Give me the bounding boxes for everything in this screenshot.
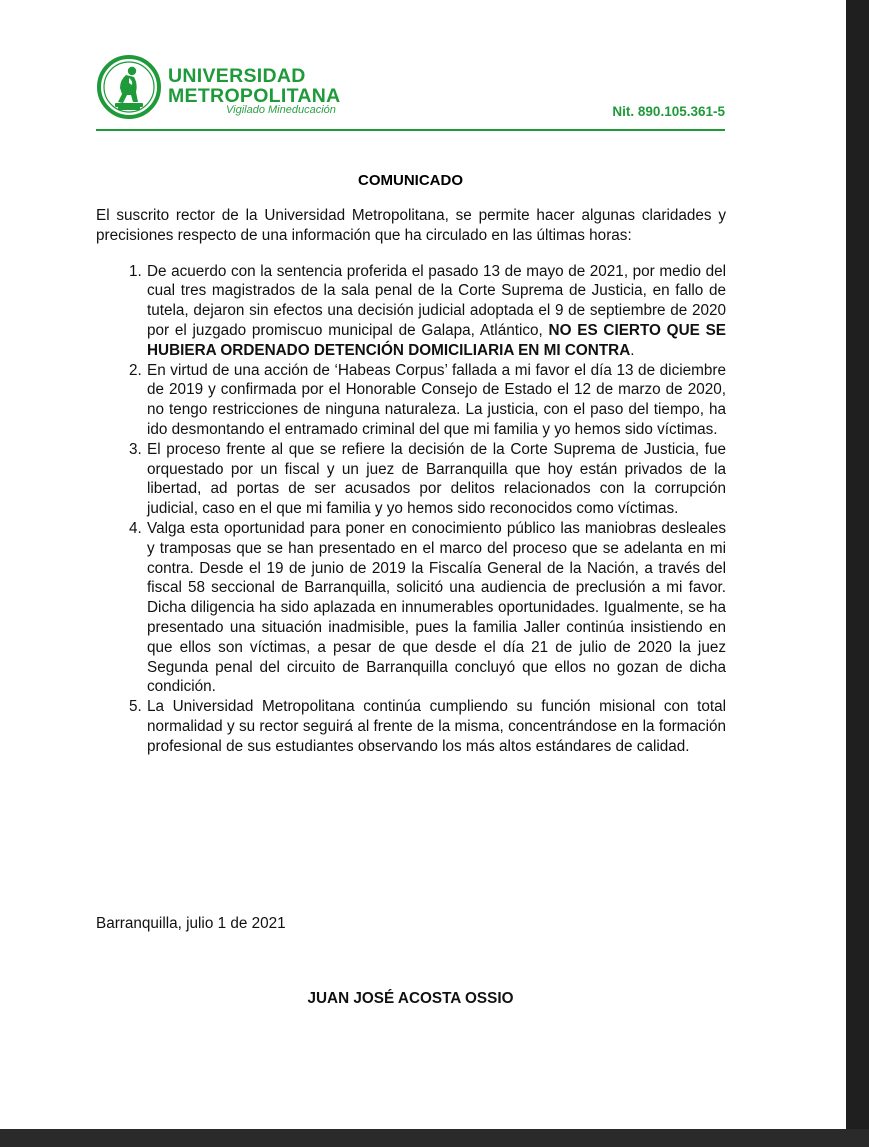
viewer-edge-right xyxy=(846,0,869,1147)
thinker-statue-logo-icon xyxy=(96,54,162,120)
viewer-edge-bottom xyxy=(0,1129,869,1147)
list-item: 2. En virtud de una acción de ‘Habeas Corpus’ fallada a mi favor el día 13 de diciembre de 2019 y confirmada por el Honorable Consejo de Estado el 12 de marzo de 2020, no tengo restricciones de ninguna naturaleza. La justicia, con el paso del tiempo, ha ido desmontando el entramado criminal del que mi familia y yo hemos sido víctimas. xyxy=(146,361,726,440)
item-tail: . xyxy=(630,341,635,359)
nit-number: Nit. 890.105.361-5 xyxy=(612,104,725,119)
statement-list xyxy=(96,262,726,757)
intro-paragraph: El suscrito rector de la Universidad Metropolitana, se permite hacer algunas claridades y precisiones respecto de una información que ha circulado en las últimas horas: xyxy=(96,207,726,244)
list-item xyxy=(146,262,726,361)
item-bold-text: NO ES CIERTO QUE SE HUBIERA ORDENADO DETENCIÓN DOMICILIARIA EN MI CONTRA xyxy=(147,321,726,359)
brand-name-line2: METROPOLITANA xyxy=(168,85,341,107)
list-item: 4. Valga esta oportunidad para poner en conocimiento público las maniobras desleales y tramposas que se han presentado en el marco del proceso que se adelanta en mi contra. Desde el 19 de junio de 2019 la Fiscalía General de la Nación, a través del fiscal 58 seccional de Barranquilla, solicitó una audiencia de preclusión a mi favor. Dicha diligencia ha sido aplazada en innumerables oportunidades. Igualmente, se ha presentado una situación inadmisible, pues la familia Jaller continúa insistiendo en que ellos son víctimas, a pesar de que desde el día 21 de julio de 2020 la juez Segunda penal del circuito de Barranquilla concluyó que ellos no gozan de dicha condición. xyxy=(146,519,726,697)
document-body xyxy=(96,206,726,757)
document-title: COMUNICADO xyxy=(358,172,463,189)
item-text: De acuerdo con la sentencia proferida el pasado 13 de mayo de 2021, por medio del cual tres magistrados de la sala penal de la Corte Suprema de Justicia, en fallo de tutela, dejaron sin efectos una decisión judicial adoptada el 9 de septiembre de 2020 por el juzgado promiscuo municipal de Galapa, Atlántico, xyxy=(147,262,726,339)
place-date: Barranquilla, julio 1 de 2021 xyxy=(96,915,286,932)
list-item: 5. La Universidad Metropolitana continúa cumpliendo su función misional con total normalidad y su rector seguirá al frente de la misma, concentrándose en la formación profesional de sus estudiantes observando los más altos estándares de calidad. xyxy=(146,697,726,756)
header-divider xyxy=(96,129,725,131)
brand-name-line1: UNIVERSIDAD xyxy=(168,65,306,87)
signatory-name: JUAN JOSÉ ACOSTA OSSIO xyxy=(307,990,514,1007)
list-item: 3. El proceso frente al que se refiere la decisión de la Corte Suprema de Justicia, fue orquestado por un fiscal y un juez de Barranquilla que hoy están privados de la libertad, ad portas de ser acusados por delitos relacionados con la corrupción judicial, caso en el que mi familia y yo hemos sido reconocidos como víctimas. xyxy=(146,440,726,519)
university-brand xyxy=(168,65,341,116)
brand-tagline: Vigilado Mineducación xyxy=(226,104,336,116)
